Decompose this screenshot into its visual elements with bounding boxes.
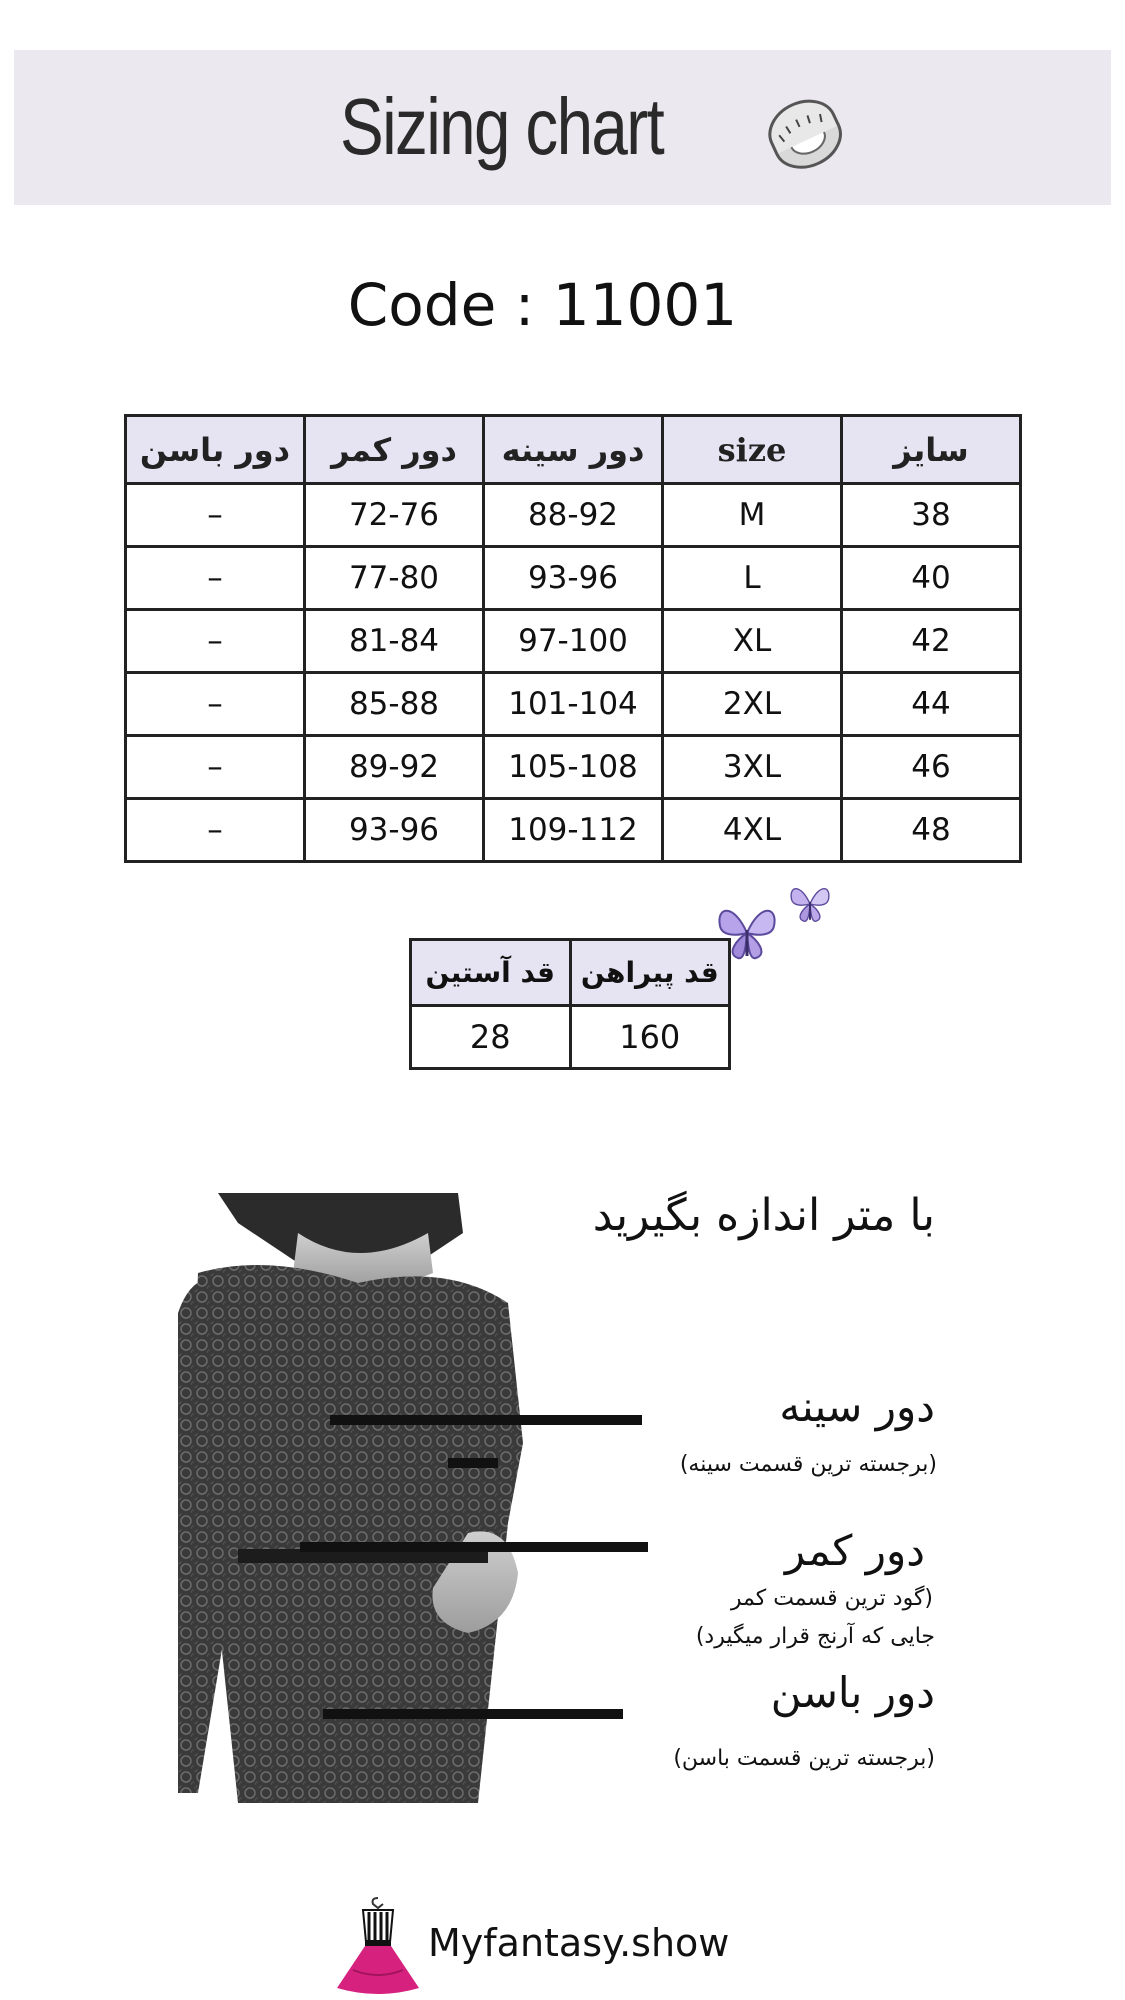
cell-hip: – xyxy=(126,484,305,547)
cell-dress-length: 160 xyxy=(570,1006,730,1069)
cell-chest: 97-100 xyxy=(484,610,663,673)
cell-hip: – xyxy=(126,673,305,736)
table-row xyxy=(126,484,1021,547)
column-dress-length: قد پیراهن xyxy=(570,940,730,1006)
page-title: Sizing chart xyxy=(340,82,664,171)
measuring-tape-icon xyxy=(758,88,854,184)
hip-note: (برجسته ترین قسمت باسن) xyxy=(673,1746,935,1771)
dress-logo-icon xyxy=(333,1896,423,2000)
column-size-latin: size xyxy=(663,416,842,484)
cell-size: 40 xyxy=(842,547,1021,610)
chest-label: دور سینه xyxy=(779,1382,935,1431)
length-table xyxy=(409,938,731,1070)
cell-size: 48 xyxy=(842,799,1021,862)
cell-chest: 93-96 xyxy=(484,547,663,610)
table-row xyxy=(126,547,1021,610)
table-row xyxy=(126,610,1021,673)
cell-size-latin: 3XL xyxy=(663,736,842,799)
chest-guide-line xyxy=(330,1415,642,1425)
waist-label: دور کمر xyxy=(784,1526,925,1575)
product-code: Code : 11001 xyxy=(347,271,738,339)
cell-chest: 88-92 xyxy=(484,484,663,547)
waist-note: (گود ترین قسمت کمر xyxy=(730,1586,933,1611)
chest-note: (برجسته ترین قسمت سینه) xyxy=(679,1452,937,1477)
cell-size-latin: L xyxy=(663,547,842,610)
cell-waist: 72-76 xyxy=(305,484,484,547)
cell-waist: 77-80 xyxy=(305,547,484,610)
column-hip: دور باسن xyxy=(126,416,305,484)
cell-sleeve-length: 28 xyxy=(411,1006,571,1069)
cell-chest: 109-112 xyxy=(484,799,663,862)
cell-waist: 85-88 xyxy=(305,673,484,736)
cell-size: 38 xyxy=(842,484,1021,547)
length-table-header xyxy=(411,940,730,1006)
column-chest: دور سینه xyxy=(484,416,663,484)
cell-chest: 101-104 xyxy=(484,673,663,736)
measure-instruction: با متر اندازه بگیرید xyxy=(592,1190,935,1241)
hip-guide-line xyxy=(323,1709,623,1719)
waist-guide-line xyxy=(300,1542,648,1552)
brand-name: Myfantasy.show xyxy=(428,1921,730,1965)
cell-chest: 105-108 xyxy=(484,736,663,799)
cell-waist: 89-92 xyxy=(305,736,484,799)
cell-hip: – xyxy=(126,610,305,673)
column-waist: دور کمر xyxy=(305,416,484,484)
cell-hip: – xyxy=(126,736,305,799)
cell-size-latin: 4XL xyxy=(663,799,842,862)
waist-note-continued: جایی که آرنج قرار میگیرد) xyxy=(695,1624,935,1649)
table-row xyxy=(126,736,1021,799)
cell-size: 46 xyxy=(842,736,1021,799)
chest-marker-line xyxy=(448,1458,498,1468)
hip-label: دور باسن xyxy=(770,1668,935,1717)
cell-size: 42 xyxy=(842,610,1021,673)
column-size: سایز xyxy=(842,416,1021,484)
table-row xyxy=(411,1006,730,1069)
cell-hip: – xyxy=(126,547,305,610)
cell-size: 44 xyxy=(842,673,1021,736)
table-row xyxy=(126,799,1021,862)
cell-waist: 81-84 xyxy=(305,610,484,673)
cell-size-latin: M xyxy=(663,484,842,547)
cell-hip: – xyxy=(126,799,305,862)
column-sleeve-length: قد آستین xyxy=(411,940,571,1006)
size-table xyxy=(124,414,1022,863)
table-row xyxy=(126,673,1021,736)
cell-waist: 93-96 xyxy=(305,799,484,862)
butterfly-icon xyxy=(787,880,833,928)
cell-size-latin: XL xyxy=(663,610,842,673)
size-table-header xyxy=(126,416,1021,484)
cell-size-latin: 2XL xyxy=(663,673,842,736)
